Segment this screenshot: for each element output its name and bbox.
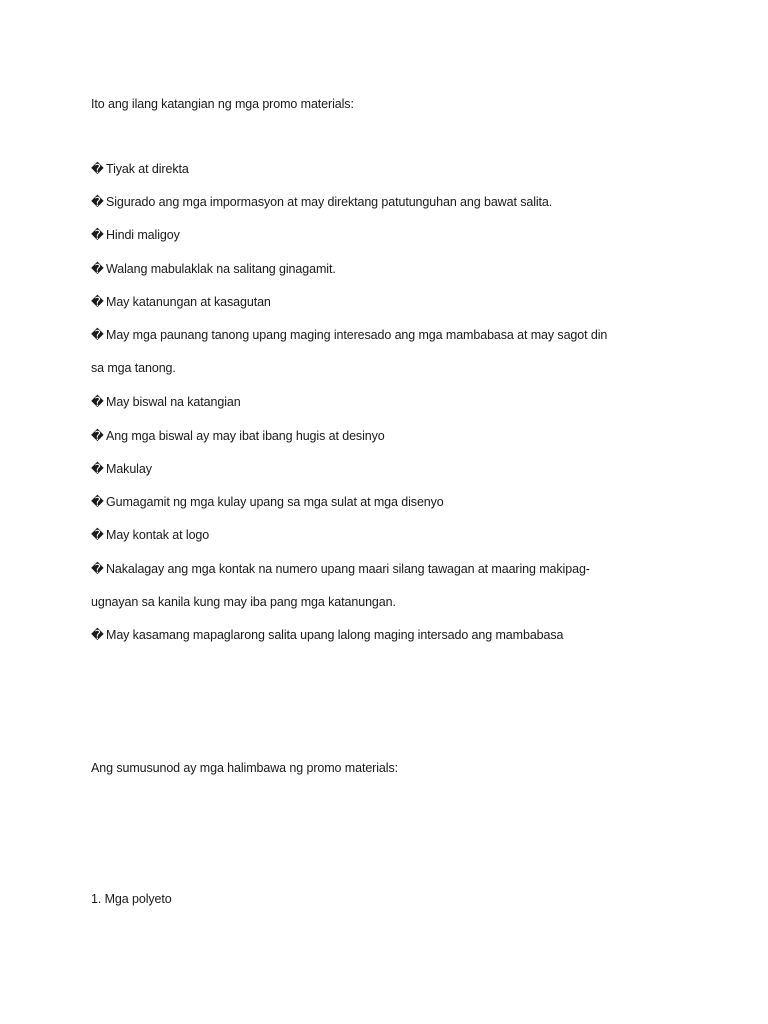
bullet-glyph: � xyxy=(91,528,104,542)
bullet-item-text: Hindi maligoy xyxy=(106,228,180,242)
bullet-item xyxy=(91,494,444,510)
bullet-glyph: � xyxy=(91,429,104,443)
bullet-item xyxy=(91,627,563,643)
bullet-item xyxy=(91,227,180,243)
bullet-item xyxy=(91,194,552,210)
bullet-glyph: � xyxy=(91,262,104,276)
examples-intro-text: Ang sumusunod ay mga halimbawa ng promo materials: xyxy=(91,761,398,775)
bullet-item xyxy=(91,161,189,177)
bullet-item-text: Tiyak at direkta xyxy=(106,162,189,176)
bullet-glyph: � xyxy=(91,462,104,476)
bullet-glyph: � xyxy=(91,328,104,342)
bullet-item-text: Gumagamit ng mga kulay upang sa mga sulat at mga disenyo xyxy=(106,495,444,509)
bullet-item xyxy=(91,461,152,477)
bullet-glyph: � xyxy=(91,228,104,242)
bullet-glyph: � xyxy=(91,295,104,309)
bullet-item xyxy=(91,294,271,310)
bullet-item-text: May biswal na katangian xyxy=(106,395,241,409)
bullet-item xyxy=(91,428,385,444)
continuation-text: sa mga tanong. xyxy=(91,361,176,375)
bullet-glyph: � xyxy=(91,162,104,176)
bullet-item-text: Sigurado ang mga impormasyon at may direktang patutunguhan ang bawat salita. xyxy=(106,195,553,209)
bullet-item-text: Nakalagay ang mga kontak na numero upang maari silang tawagan at maaring makipag- xyxy=(106,562,590,576)
bullet-glyph: � xyxy=(91,562,104,576)
bullet-glyph: � xyxy=(91,395,104,409)
bullet-item xyxy=(91,261,336,277)
bullet-item-text: Makulay xyxy=(106,462,152,476)
intro-text: Ito ang ilang katangian ng mga promo materials: xyxy=(91,97,354,111)
bullet-item xyxy=(91,327,607,343)
bullet-glyph: � xyxy=(91,495,104,509)
bullet-item-text: Walang mabulaklak na salitang ginagamit. xyxy=(106,262,336,276)
bullet-item xyxy=(91,561,590,577)
continuation-text: ugnayan sa kanila kung may iba pang mga katanungan. xyxy=(91,595,396,609)
bullet-item xyxy=(91,527,209,543)
bullet-item-text: Ang mga biswal ay may ibat ibang hugis at desinyo xyxy=(106,429,385,443)
numbered-list-item: 1. Mga polyeto xyxy=(91,892,172,906)
bullet-item-text: May kontak at logo xyxy=(106,528,210,542)
bullet-glyph: � xyxy=(91,195,104,209)
bullet-item xyxy=(91,394,241,410)
bullet-glyph: � xyxy=(91,628,104,642)
bullet-item-text: May katanungan at kasagutan xyxy=(106,295,271,309)
bullet-item-text: May kasamang mapaglarong salita upang lalong maging intersado ang mambabasa xyxy=(106,628,564,642)
bullet-item-text: May mga paunang tanong upang maging interesado ang mga mambabasa at may sagot din xyxy=(106,328,608,342)
